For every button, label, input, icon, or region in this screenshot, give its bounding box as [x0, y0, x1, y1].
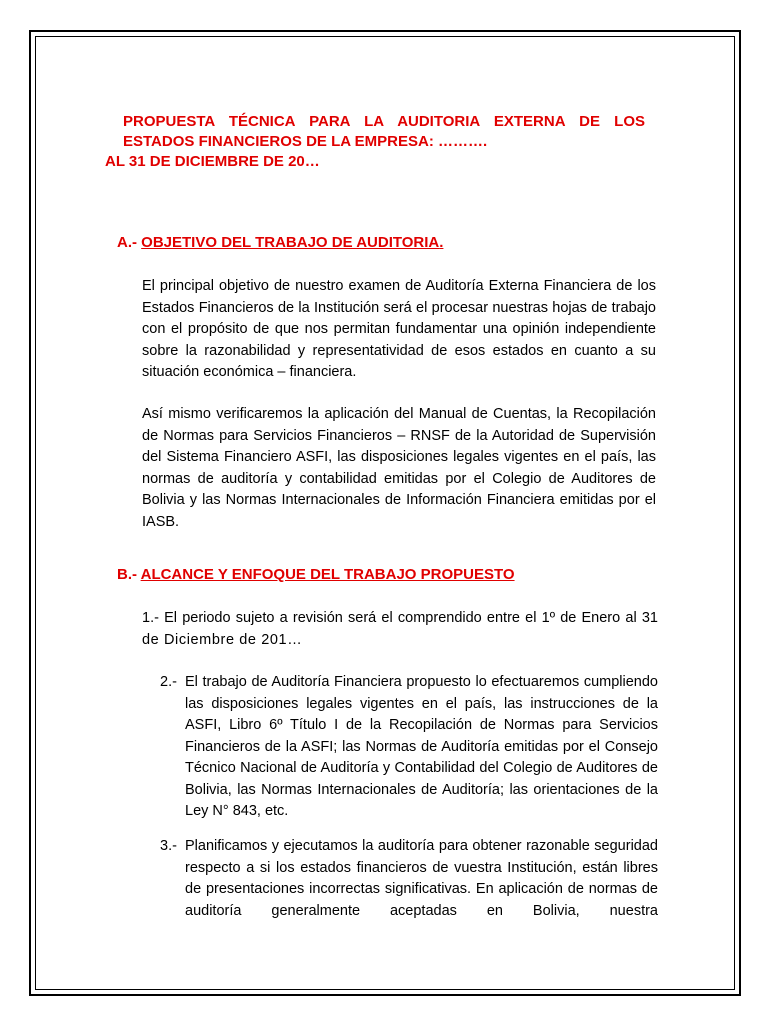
list-item-1-line-1: 1.- El periodo sujeto a revisión será el comprendido entre el 1º de Enero al 31: [142, 610, 658, 626]
section-a-title: OBJETIVO DEL TRABAJO DE AUDITORIA: [141, 234, 440, 251]
section-a-prefix: A.-: [117, 234, 142, 251]
list-item-1: [142, 608, 658, 651]
section-b-heading: [117, 566, 515, 583]
title-line-1: PROPUESTA TÉCNICA PARA LA AUDITORIA EXTERNA DE LOS: [123, 113, 645, 130]
document-title: [105, 112, 645, 172]
section-a-suffix: .: [439, 234, 444, 251]
list-item-2-text: El trabajo de Auditoría Financiera propuesto lo efectuaremos cumpliendo las disposiciones legales vigentes en el país, las instrucciones de la ASFI, Libro 6º Título I de la Recopilación de Normas para Servicios Financieros de la ASFI; las Normas de Auditoría emitidas por el Consejo Técnico Nacional de Auditoría y Contabilidad del Colegio de Auditores de Bolivia, las Normas Internacionales de Auditoría; las orientaciones de la Ley N° 843, etc.: [185, 674, 658, 819]
section-a-paragraph-1: El principal objetivo de nuestro examen de Auditoría Externa Financiera de los Estados Financieros de la Institución será el procesar nuestras hojas de trabajo con el propósito de que nos permitan fundamentar una opinión independiente sobre la razonabilidad y representatividad de esos estados en cuanto a su situación económica – financiera.: [142, 278, 656, 380]
list-item-2-number: 2.-: [160, 674, 177, 690]
list-item-3-number: 3.-: [160, 838, 177, 854]
title-line-2: ESTADOS FINANCIEROS DE LA EMPRESA: ……….: [123, 133, 488, 150]
list-item-3: [160, 836, 658, 922]
title-line-3: AL 31 DE DICIEMBRE DE 20…: [105, 153, 320, 170]
list-item-2: [160, 672, 658, 823]
list-item-3-text: Planificamos y ejecutamos la auditoría para obtener razonable seguridad respecto a si los estados financieros de vuestra Institución, están libres de presentaciones incorrectas significativas. En aplicación de normas de auditoría generalmente aceptadas en Bolivia, nuestra: [185, 838, 658, 919]
section-b-title: ALCANCE Y ENFOQUE DEL TRABAJO PROPUESTO: [140, 566, 515, 583]
section-a-heading: [117, 234, 443, 251]
list-item-1-line-2: de Diciembre de 201…: [142, 631, 303, 648]
section-a-paragraph-2: Así mismo verificaremos la aplicación del Manual de Cuentas, la Recopilación de Normas para Servicios Financieros – RNSF de la Autoridad de Supervisión del Sistema Financiero ASFI, las disposiciones legales vigentes en el país, las normas de auditoría y contabilidad emitidas por el Colegio de Auditores de Bolivia y las Normas Internacionales de Información Financiera emitidas por el IASB.: [142, 406, 656, 530]
section-b-prefix: B.-: [117, 566, 141, 583]
